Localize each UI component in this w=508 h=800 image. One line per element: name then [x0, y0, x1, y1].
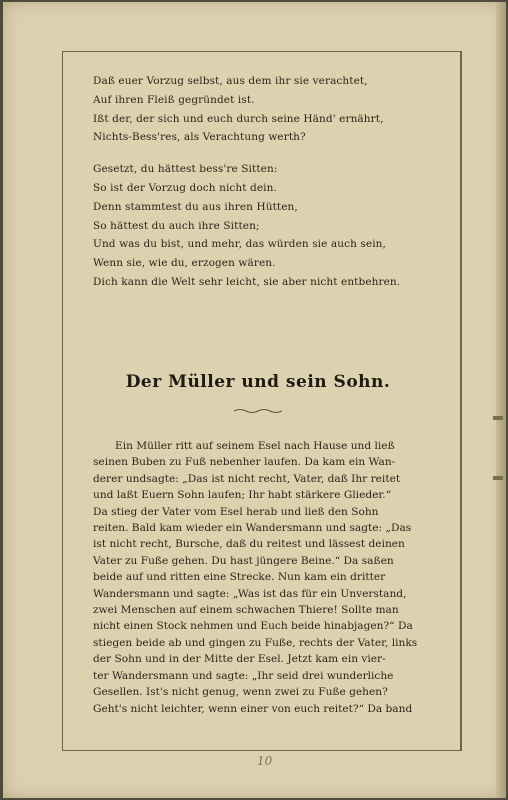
story-line: Vater zu Fuße gehen. Du hast jüngere Beine.“ Da saßen: [93, 554, 394, 567]
verse-line: Auf ihren Fleiß gegründet ist.: [93, 93, 255, 106]
story-line: derer undsagte: „Das ist nicht recht, Vater, daß Ihr reitet: [93, 472, 401, 485]
verse-line: Wenn sie, wie du, erzogen wären.: [93, 257, 276, 270]
story-line: Geht's nicht leichter, wenn einer von euch reitet?“ Da band: [93, 702, 413, 715]
book-page: [3, 2, 506, 798]
verse-line: So hättest du auch ihre Sitten;: [93, 219, 260, 232]
story-line: nicht einen Stock nehmen und Euch beide hinabjagen?“ Da: [93, 620, 413, 633]
story-line: und laßt Euern Sohn laufen; Ihr habt stärkere Glieder.“: [93, 489, 392, 502]
story-line: Wandersmann und sagte: „Was ist das für ein Unverstand,: [93, 587, 407, 600]
verse-line: Dich kann die Welt sehr leicht, sie aber nicht entbehren.: [93, 275, 401, 288]
verse-line: Gesetzt, du hättest bess're Sitten:: [93, 163, 278, 176]
verse-line: Und was du bist, und mehr, das würden sie auch sein,: [93, 238, 386, 251]
verse-line: Denn stammtest du aus ihren Hütten,: [93, 200, 298, 213]
story-line: zwei Menschen auf einem schwachen Thiere! Sollte man: [93, 604, 399, 617]
story-line: stiegen beide ab und gingen zu Fuße, rechts der Vater, links: [93, 636, 418, 649]
story-title: Der Müller und sein Sohn.: [125, 372, 391, 392]
verse-line: Ißt der, der sich und euch durch seine Händ' ernährt,: [93, 112, 384, 125]
verse-line: Nichts-Bess'res, als Verachtung werth?: [93, 131, 306, 144]
verse-block: [93, 72, 445, 292]
binding-tab: [493, 476, 503, 480]
story-line: ter Wandersmann und sagte: „Ihr seid drei wunderliche: [93, 669, 394, 682]
story-line: der Sohn und in der Mitte der Esel. Jetzt kam ein vier-: [93, 653, 386, 666]
story-line: Gesellen. Ist's nicht genug, wenn zwei zu Fuße gehen?: [93, 686, 388, 699]
story-line: ist nicht recht, Bursche, daß du reitest und lässest deinen: [93, 538, 405, 551]
story-body: [93, 438, 445, 717]
binding-tab: [493, 416, 503, 420]
stanza-gap: [93, 147, 445, 160]
page-number: 10: [257, 754, 273, 768]
title-ornament: [234, 408, 282, 414]
story-line: seinen Buben zu Fuß nebenher laufen. Da kam ein Wan-: [93, 456, 396, 469]
verse-line: So ist der Vorzug doch nicht dein.: [93, 181, 277, 194]
verse-line: Daß euer Vorzug selbst, aus dem ihr sie verachtet,: [93, 75, 368, 87]
story-line: beide auf und ritten eine Strecke. Nun kam ein dritter: [93, 571, 386, 584]
page-binding-edge: [496, 2, 506, 798]
story-line: Da stieg der Vater vom Esel herab und ließ den Sohn: [93, 505, 379, 518]
story-line: Ein Müller ritt auf seinem Esel nach Hause und ließ: [115, 440, 395, 452]
story-line: reiten. Bald kam wieder ein Wandersmann und sagte: „Das: [93, 522, 412, 535]
